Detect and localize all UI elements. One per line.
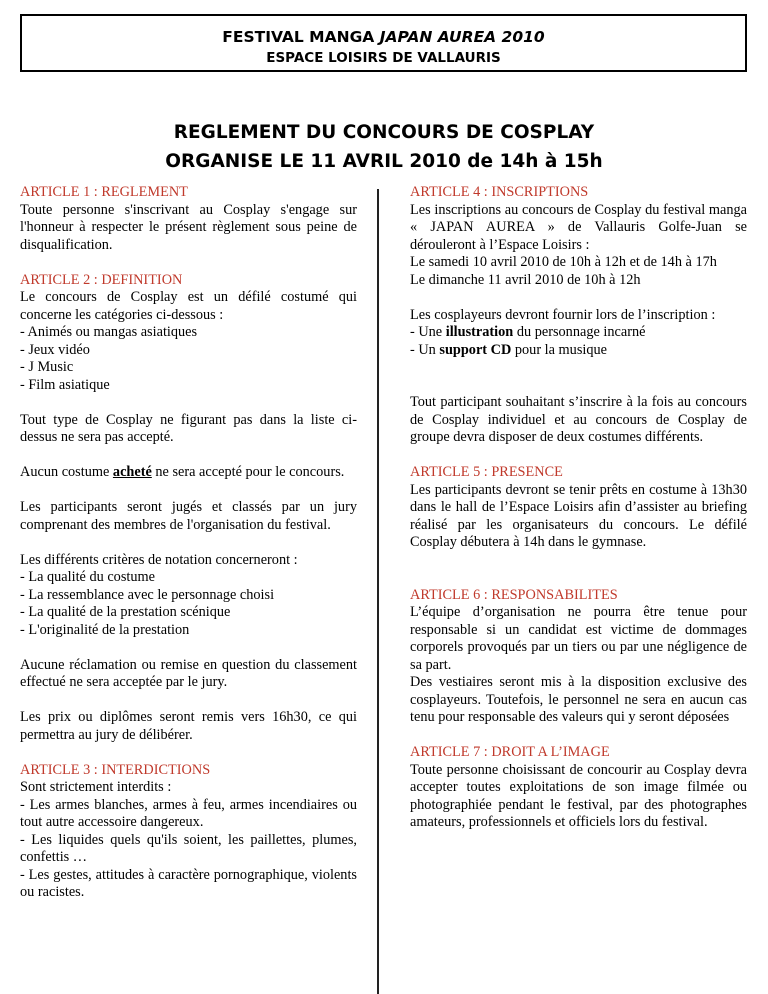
article-1-title: ARTICLE 1 : REGLEMENT <box>20 184 188 200</box>
header-event-name: JAPAN AUREA 2010 <box>379 28 545 46</box>
article-4-paragraph-1: Les inscriptions au concours de Cosplay du festival manga « JAPAN AUREA » de Vallauris Golfe-Juan se dérouleront à l’Espace Loisirs : <box>410 201 747 253</box>
header-box <box>20 14 747 72</box>
article-6-title: ARTICLE 6 : RESPONSABILITES <box>410 586 618 603</box>
registration-date-2: Le dimanche 11 avril 2010 de 10h à 12h <box>410 271 641 288</box>
document-title-line-1: REGLEMENT DU CONCOURS DE COSPLAY <box>173 122 595 143</box>
article-7-text: Toute personne choisissant de concourir au Cosplay devra accepter toutes exploitations de son image filmée ou photographiée pendant le festival, par des photographes amateurs, professionnels et officiels lors du festival. <box>410 761 747 830</box>
article-3-intro: Sont strictement interdits : <box>20 779 172 795</box>
prohibition-item: - Les liquides quels qu'ils soient, les paillettes, plumes, confettis … <box>20 831 357 865</box>
requirement-item: - Une illustration du personnage incarné <box>410 324 646 340</box>
article-7-title: ARTICLE 7 : DROIT A L’IMAGE <box>410 744 610 760</box>
bought-emphasis: acheté <box>112 464 152 480</box>
article-4-title: ARTICLE 4 : INSCRIPTIONS <box>410 184 589 200</box>
column-divider <box>377 189 379 994</box>
prohibition-item: - Les armes blanches, armes à feu, armes incendiaires ou tout autre accessoire dangereux. <box>20 796 357 830</box>
category-item: - Animés ou mangas asiatiques <box>20 324 198 340</box>
article-2-title: ARTICLE 2 : DEFINITION <box>20 271 183 288</box>
registration-date-1: Le samedi 10 avril 2010 de 10h à 12h et de 14h à 17h <box>410 254 717 270</box>
header-festival-text: FESTIVAL MANGA <box>222 28 380 46</box>
criteria-item: - L'originalité de la prestation <box>20 621 190 638</box>
article-2-paragraph-2: Tout type de Cosplay ne figurant pas dans la liste ci-dessus ne sera pas accepté. <box>20 411 357 445</box>
article-2-paragraph-3: Aucun costume acheté ne sera accepté pour le concours. <box>20 464 345 480</box>
header-line-2: ESPACE LOISIRS DE VALLAURIS <box>266 50 501 66</box>
criteria-item: - La qualité de la prestation scénique <box>20 604 231 620</box>
article-3-title: ARTICLE 3 : INTERDICTIONS <box>20 761 211 778</box>
right-column <box>410 184 747 832</box>
criteria-intro: Les différents critères de notation concerneront : <box>20 551 298 568</box>
left-column <box>20 184 357 902</box>
criteria-item: - La ressemblance avec le personnage choisi <box>20 586 275 603</box>
header-line-1 <box>22 28 745 46</box>
category-item: - Film asiatique <box>20 376 110 393</box>
requirements-intro: Les cosplayeurs devront fournir lors de l’inscription : <box>410 306 716 323</box>
prohibition-item: - Les gestes, attitudes à caractère pornographique, violents ou racistes. <box>20 866 357 900</box>
article-2-intro: Le concours de Cosplay est un défilé costumé qui concerne les catégories ci-dessous : <box>20 289 357 323</box>
document-title-line-2: ORGANISE LE 11 AVRIL 2010 de 14h à 15h <box>165 151 603 172</box>
requirement-item: - Un support CD pour la musique <box>410 341 607 358</box>
criteria-item: - La qualité du costume <box>20 569 155 585</box>
article-6-paragraph-2: Des vestiaires seront mis à la disposition exclusive des cosplayeurs. Toutefois, le personnel ne sera en aucun cas tenu pour responsable des valeurs qui y seront déposées <box>410 674 747 725</box>
article-2-paragraph-6: Aucune réclamation ou remise en question du classement effectué ne sera acceptée par le jury. <box>20 656 357 690</box>
article-6-paragraph-1: L’équipe d’organisation ne pourra être tenue pour responsable si un candidat est victime de dommages corporels provoqués par un tiers ou par une négligence de sa part. <box>410 604 747 673</box>
article-1-text: Toute personne s'inscrivant au Cosplay s'engage sur l'honneur à respecter le présent règlement sous peine de disqualification. <box>20 201 357 253</box>
article-2-paragraph-4: Les participants seront jugés et classés par un jury comprenant des membres de l'organisation du festival. <box>20 499 357 533</box>
article-2-paragraph-7: Les prix ou diplômes seront remis vers 16h30, ce qui permettra au jury de délibérer. <box>20 709 357 743</box>
article-5-title: ARTICLE 5 : PRESENCE <box>410 464 563 480</box>
article-4-paragraph-3: Tout participant souhaitant s’inscrire à la fois au concours de Cosplay individuel et au concours de Cosplay de groupe devra disposer de deux costumes différents. <box>410 394 747 445</box>
category-item: - J Music <box>20 359 74 375</box>
article-5-text: Les participants devront se tenir prêts en costume à 13h30 dans le hall de l’Espace Loisirs afin d’assister au briefing réalisé par les organisateurs du concours. Le défilé Cosplay débutera à 14h dans le gymnase. <box>410 481 747 550</box>
category-item: - Jeux vidéo <box>20 341 90 358</box>
